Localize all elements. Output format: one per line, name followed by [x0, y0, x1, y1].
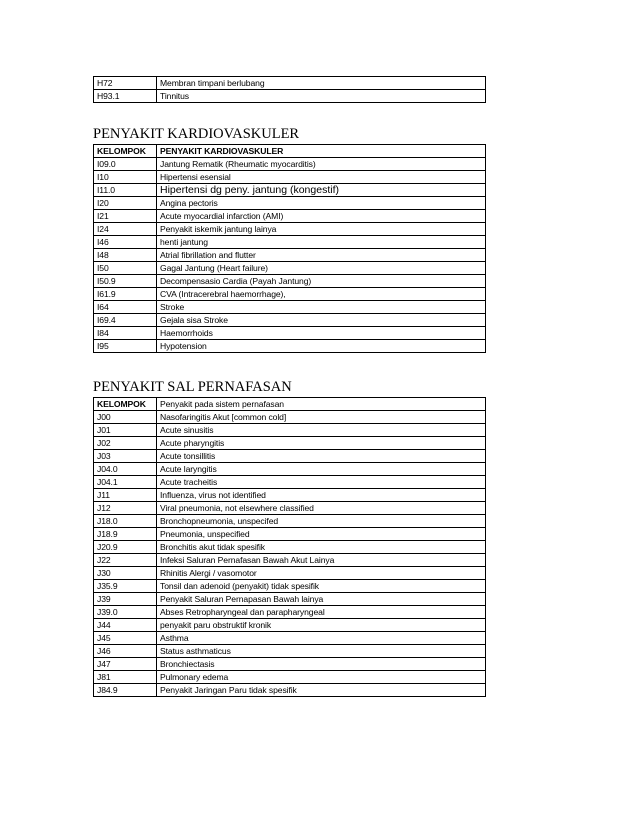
code-cell: J45 — [94, 632, 157, 645]
cardio-codes-table — [93, 144, 486, 353]
description-cell: Penyakit iskemik jantung lainya — [157, 223, 486, 236]
code-cell: I11.0 — [94, 184, 157, 197]
description-cell: Hipertensi esensial — [157, 171, 486, 184]
description-cell: Gagal Jantung (Heart failure) — [157, 262, 486, 275]
description-cell: Tonsil dan adenoid (penyakit) tidak spesifik — [157, 580, 486, 593]
code-cell: J20.9 — [94, 541, 157, 554]
description-cell: Acute pharyngitis — [157, 437, 486, 450]
table-row — [94, 288, 486, 301]
table-row — [94, 411, 486, 424]
description-cell: CVA (Intracerebral haemorrhage), — [157, 288, 486, 301]
description-cell: Gejala sisa Stroke — [157, 314, 486, 327]
description-cell: Tinnitus — [157, 90, 486, 103]
code-cell: I46 — [94, 236, 157, 249]
table-row — [94, 437, 486, 450]
description-cell: Angina pectoris — [157, 197, 486, 210]
description-cell: Decompensasio Cardia (Payah Jantung) — [157, 275, 486, 288]
code-cell: J18.9 — [94, 528, 157, 541]
table-row — [94, 567, 486, 580]
code-cell: I48 — [94, 249, 157, 262]
description-cell: Atrial fibrillation and flutter — [157, 249, 486, 262]
table-header-row — [94, 145, 486, 158]
code-cell: J03 — [94, 450, 157, 463]
table-row — [94, 619, 486, 632]
code-cell: J44 — [94, 619, 157, 632]
code-cell: J01 — [94, 424, 157, 437]
code-cell: J04.0 — [94, 463, 157, 476]
code-cell: J18.0 — [94, 515, 157, 528]
table-row — [94, 450, 486, 463]
code-cell: J04.1 — [94, 476, 157, 489]
header-description-cell: PENYAKIT KARDIOVASKULER — [157, 145, 486, 158]
respiratory-section-title: PENYAKIT SAL PERNAFASAN — [93, 379, 292, 395]
header-code-cell: KELOMPOK — [94, 398, 157, 411]
table-header-row — [94, 398, 486, 411]
code-cell: J11 — [94, 489, 157, 502]
description-cell: Penyakit Saluran Pernapasan Bawah lainya — [157, 593, 486, 606]
description-cell: Hipertensi dg peny. jantung (kongestif) — [157, 184, 486, 197]
code-cell: J30 — [94, 567, 157, 580]
description-cell: Acute tonsillitis — [157, 450, 486, 463]
table-row — [94, 645, 486, 658]
table-row — [94, 77, 486, 90]
table-row — [94, 515, 486, 528]
code-cell: I09.0 — [94, 158, 157, 171]
description-cell: Penyakit Jaringan Paru tidak spesifik — [157, 684, 486, 697]
ent-codes-table — [93, 76, 486, 103]
description-cell: Hypotension — [157, 340, 486, 353]
code-cell: I50 — [94, 262, 157, 275]
table-row — [94, 340, 486, 353]
code-cell: J39 — [94, 593, 157, 606]
table-row — [94, 314, 486, 327]
description-cell: Infeksi Saluran Pernafasan Bawah Akut Lainya — [157, 554, 486, 567]
header-description-cell: Penyakit pada sistem pernafasan — [157, 398, 486, 411]
code-cell: I20 — [94, 197, 157, 210]
code-cell: I50.9 — [94, 275, 157, 288]
table-row — [94, 463, 486, 476]
table-row — [94, 90, 486, 103]
code-cell: J02 — [94, 437, 157, 450]
code-cell: I95 — [94, 340, 157, 353]
description-cell: Viral pneumonia, not elsewhere classified — [157, 502, 486, 515]
table-row — [94, 554, 486, 567]
code-cell: J47 — [94, 658, 157, 671]
code-cell: I10 — [94, 171, 157, 184]
description-cell: Acute sinusitis — [157, 424, 486, 437]
table-row — [94, 476, 486, 489]
description-cell: Bronchopneumonia, unspecifed — [157, 515, 486, 528]
code-cell: I64 — [94, 301, 157, 314]
code-cell: H72 — [94, 77, 157, 90]
description-cell: Pneumonia, unspecified — [157, 528, 486, 541]
table-row — [94, 158, 486, 171]
table-row — [94, 424, 486, 437]
code-cell: J22 — [94, 554, 157, 567]
description-cell: Rhinitis Alergi / vasomotor — [157, 567, 486, 580]
description-cell: Jantung Rematik (Rheumatic myocarditis) — [157, 158, 486, 171]
table-row — [94, 301, 486, 314]
header-code-cell: KELOMPOK — [94, 145, 157, 158]
code-cell: I21 — [94, 210, 157, 223]
table-row — [94, 275, 486, 288]
code-cell: I84 — [94, 327, 157, 340]
table-row — [94, 262, 486, 275]
table-row — [94, 684, 486, 697]
cardio-section-title: PENYAKIT KARDIOVASKULER — [93, 126, 300, 142]
description-cell: Stroke — [157, 301, 486, 314]
description-cell: Bronchiectasis — [157, 658, 486, 671]
code-cell: I69.4 — [94, 314, 157, 327]
description-cell: penyakit paru obstruktif kronik — [157, 619, 486, 632]
code-cell: J39.0 — [94, 606, 157, 619]
respiratory-codes-table — [93, 397, 486, 697]
table-row — [94, 197, 486, 210]
table-row — [94, 489, 486, 502]
description-cell: henti jantung — [157, 236, 486, 249]
table-row — [94, 171, 486, 184]
description-cell: Haemorrhoids — [157, 327, 486, 340]
code-cell: J81 — [94, 671, 157, 684]
table-row — [94, 580, 486, 593]
description-cell: Status asthmaticus — [157, 645, 486, 658]
code-cell: I24 — [94, 223, 157, 236]
description-cell: Bronchitis akut tidak spesifik — [157, 541, 486, 554]
description-cell: Acute laryngitis — [157, 463, 486, 476]
table-row — [94, 210, 486, 223]
code-cell: I61.9 — [94, 288, 157, 301]
description-cell: Membran timpani berlubang — [157, 77, 486, 90]
table-row — [94, 541, 486, 554]
description-cell: Asthma — [157, 632, 486, 645]
code-cell: J46 — [94, 645, 157, 658]
table-row — [94, 184, 486, 197]
table-row — [94, 593, 486, 606]
table-row — [94, 327, 486, 340]
table-row — [94, 223, 486, 236]
code-cell: J35.9 — [94, 580, 157, 593]
table-row — [94, 606, 486, 619]
table-row — [94, 658, 486, 671]
description-cell: Abses Retropharyngeal dan parapharyngeal — [157, 606, 486, 619]
code-cell: J84.9 — [94, 684, 157, 697]
description-cell: Acute myocardial infarction (AMI) — [157, 210, 486, 223]
description-cell: Nasofaringitis Akut [common cold] — [157, 411, 486, 424]
table-row — [94, 236, 486, 249]
code-cell: J12 — [94, 502, 157, 515]
code-cell: J00 — [94, 411, 157, 424]
table-row — [94, 528, 486, 541]
description-cell: Acute tracheitis — [157, 476, 486, 489]
table-row — [94, 632, 486, 645]
table-row — [94, 249, 486, 262]
code-cell: H93.1 — [94, 90, 157, 103]
description-cell: Influenza, virus not identified — [157, 489, 486, 502]
table-row — [94, 671, 486, 684]
description-cell: Pulmonary edema — [157, 671, 486, 684]
table-row — [94, 502, 486, 515]
